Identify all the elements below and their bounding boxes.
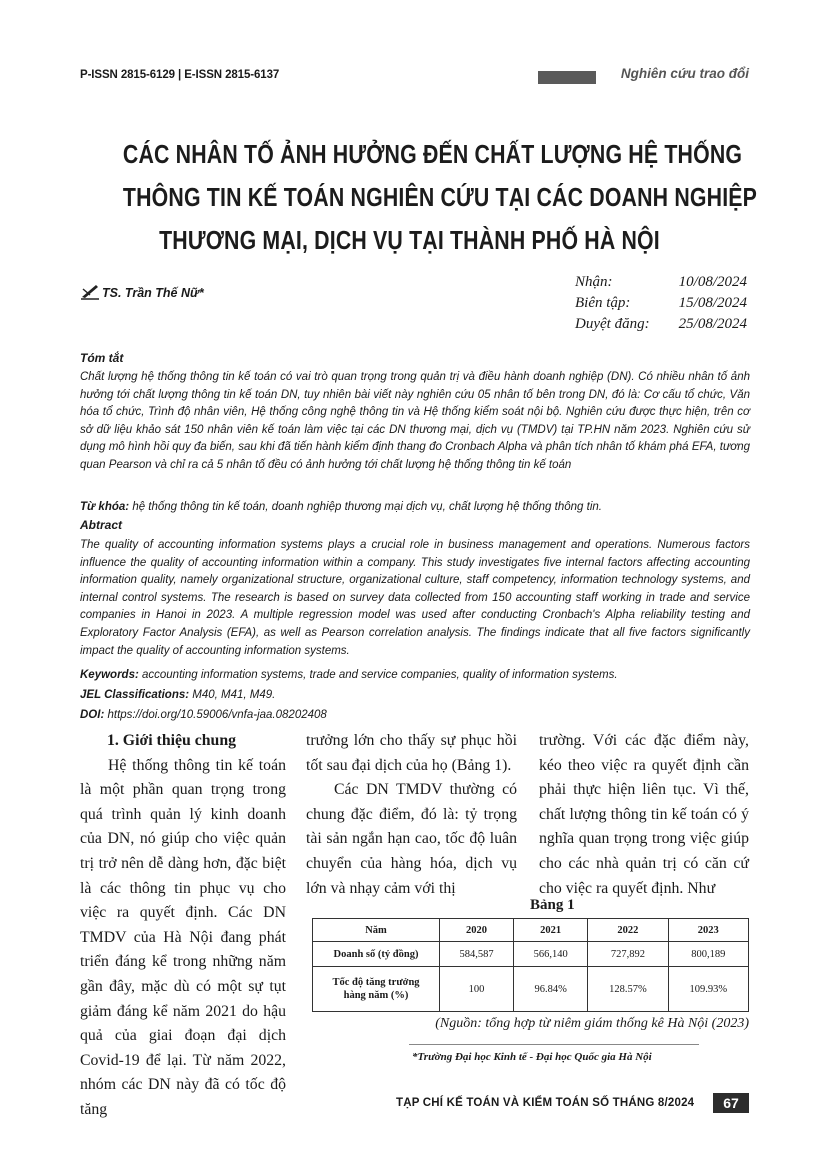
title-line-3: THƯƠNG MẠI, DỊCH VỤ TẠI THÀNH PHỐ HÀ NỘI	[159, 225, 660, 255]
table-cell: 727,892	[588, 942, 668, 967]
table-cell: 566,140	[514, 942, 588, 967]
abstract-heading: Abtract	[80, 518, 123, 532]
section-label: Nghiên cứu trao đổi	[620, 66, 749, 81]
author-name: TS. Trần Thế Nữ*	[102, 286, 204, 300]
footnote: *Trường Đại học Kinh tế - Đại học Quốc gia Hà Nội	[412, 1051, 652, 1063]
abstract-text: The quality of accounting information systems plays a crucial role in business management and operations. Numerous factors influence the quality of accounting information within a company. This study investigates five internal factors affecting accounting information quality, namely organizational structure, organizational culture, staff competency, information technology systems, and internal control systems. The research is based on survey data collected from 150 accounting staff working in trade and service companies in Hanoi in 2023. A multiple regression model was used after conducting Cronbach's Alpha reliability testing and Exploratory Factor Analysis (EFA), as well as Pearson correlation analysis. The findings indicate that all five factors significantly impact the quality of accounting information systems.	[80, 539, 750, 657]
table-header-cell: 2021	[514, 919, 588, 942]
data-table	[312, 918, 749, 1012]
quill-pen-icon	[80, 283, 100, 300]
body-column-2	[306, 729, 517, 901]
table-row	[313, 942, 749, 967]
table-row	[313, 967, 749, 1012]
abstract-keywords	[80, 667, 750, 685]
article-title	[122, 133, 758, 262]
date-received: Nhận: 10/08/2024	[575, 274, 747, 290]
footnote-divider	[409, 1044, 699, 1045]
section-bar	[538, 71, 596, 84]
summary-keywords-label: Từ khóa:	[80, 501, 130, 513]
page-number: 67	[713, 1093, 749, 1113]
summary-keywords-value: hệ thống thông tin kế toán, doanh nghiệp thương mại dịch vụ, chất lượng hệ thống thông tin.	[132, 501, 602, 513]
table-cell: 128.57%	[588, 967, 668, 1012]
abstract-keywords-value: accounting information systems, trade and service companies, quality of information systems.	[142, 669, 618, 681]
table-header-cell: 2020	[440, 919, 514, 942]
title-line-2: THÔNG TIN KẾ TOÁN NGHIÊN CỨU TẠI CÁC DOANH NGHIỆP	[122, 182, 758, 212]
doi-link[interactable]: https://doi.org/10.59006/vnfa-jaa.08202408	[107, 709, 327, 721]
table-cell: 109.93%	[668, 967, 748, 1012]
table-row-label-line: hàng năm (%)	[343, 990, 409, 1001]
doi-label: DOI:	[80, 709, 105, 721]
table-cell: 584,587	[440, 942, 514, 967]
section-heading: 1. Giới thiệu chung	[107, 732, 237, 749]
body-paragraph-1: Hệ thống thông tin kế toán là một phần quan trọng trong quá trình quản lý kinh doanh của DN, nó giúp cho việc quản trị trở nên dễ dàng hơn, đặc biệt là các thông tin phục vụ cho việc ra quyết định. Các DN TMDV của Hà Nội đang phát triển đáng kể trong những năm gần đây, mặc dù có một sự tụt giảm đáng kể năm 2021 do hậu quả của giai đoạn đại dịch Covid-19 để lại. Từ năm 2022, nhóm các DN này đã có tốc độ tăng	[80, 756, 286, 1118]
issn-line: P-ISSN 2815-6129 | E-ISSN 2815-6137	[80, 69, 280, 81]
body-paragraph-3: Các DN TMDV thường có chung đặc điểm, đó là: tỷ trọng tài sản ngắn hạn cao, tốc độ luân chuyển của hàng hóa, dịch vụ lớn và nhạy cảm với thị	[306, 781, 517, 897]
publication-dates	[575, 272, 747, 335]
summary-heading: Tóm tắt	[80, 351, 124, 365]
summary-keywords	[80, 499, 750, 517]
table-header-cell: 2023	[668, 919, 748, 942]
table-header-cell: Năm	[313, 919, 440, 942]
jel-classifications	[80, 687, 750, 705]
table-row-label-line: Tốc độ tăng trưởng	[332, 977, 420, 988]
title-line-1: CÁC NHÂN TỐ ẢNH HƯỞNG ĐẾN CHẤT LƯỢNG HỆ THỐNG	[122, 139, 743, 169]
doi	[80, 707, 750, 725]
jel-label: JEL Classifications:	[80, 689, 190, 701]
table-row-label	[313, 967, 440, 1012]
table-cell: 800,189	[668, 942, 748, 967]
date-edited: Biên tập: 15/08/2024	[575, 295, 747, 311]
summary-text: Chất lượng hệ thống thông tin kế toán có vai trò quan trọng trong quản trị và điều hành doanh nghiệp (DN). Có nhiều nhân tố ảnh hưởng tới chất lượng thông tin kế toán DN, tuy nhiên bài viết này nghiên cứu 05 nhân tố bên trong DN, đó là: Cơ cấu tổ chức, Văn hóa tổ chức, Trình độ nhân viên, Hệ thống công nghệ thông tin và Hệ thống kiểm soát nội bộ. Nghiên cứu được thực hiện, trên cơ sở dữ liệu khảo sát 150 nhân viên kế toán làm việc tại các DN thương mại, dịch vụ (TMDV) tại TP.HN năm 2023. Nghiên cứu sử dụng mô hình hồi quy đa biến, sau khi đã tiến hành kiểm định thang đo Cronbach Alpha và phân tích nhân tố khám phá EFA, tương quan Pearson và chỉ ra cả 5 nhân tố đều có ảnh hưởng tới chất lượng hệ thống thông tin kế toán	[80, 371, 750, 471]
table-cell: 96.84%	[514, 967, 588, 1012]
body-paragraph-4: trường. Với các đặc điểm này, kéo theo việc ra quyết định cần phải thực hiện liên tục. Vì thế, chất lượng thông tin kế toán có ý nghĩa quan trọng trong việc giúp cho các nhà quản trị có căn cứ cho việc ra quyết định. Như	[539, 732, 749, 897]
table-source: (Nguồn: tổng hợp từ niêm giám thống kê Hà Nội (2023)	[435, 1016, 749, 1031]
table-title: Bảng 1	[530, 897, 575, 913]
table-header-cell: 2022	[588, 919, 668, 942]
table-cell: 100	[440, 967, 514, 1012]
abstract-keywords-label: Keywords:	[80, 669, 139, 681]
date-approved: Duyệt đăng: 25/08/2024	[575, 316, 747, 332]
table-row-label: Doanh số (tỷ đồng)	[313, 942, 440, 967]
table-header-row	[313, 919, 749, 942]
body-column-1	[80, 729, 286, 1123]
body-paragraph-2: trưởng lớn cho thấy sự phục hồi tốt sau đại dịch của họ (Bảng 1).	[306, 732, 517, 774]
journal-name: TẠP CHÍ KẾ TOÁN VÀ KIỂM TOÁN SỐ THÁNG 8/2024	[396, 1097, 695, 1109]
jel-value: M40, M41, M49.	[192, 689, 276, 701]
body-column-3	[539, 729, 749, 901]
